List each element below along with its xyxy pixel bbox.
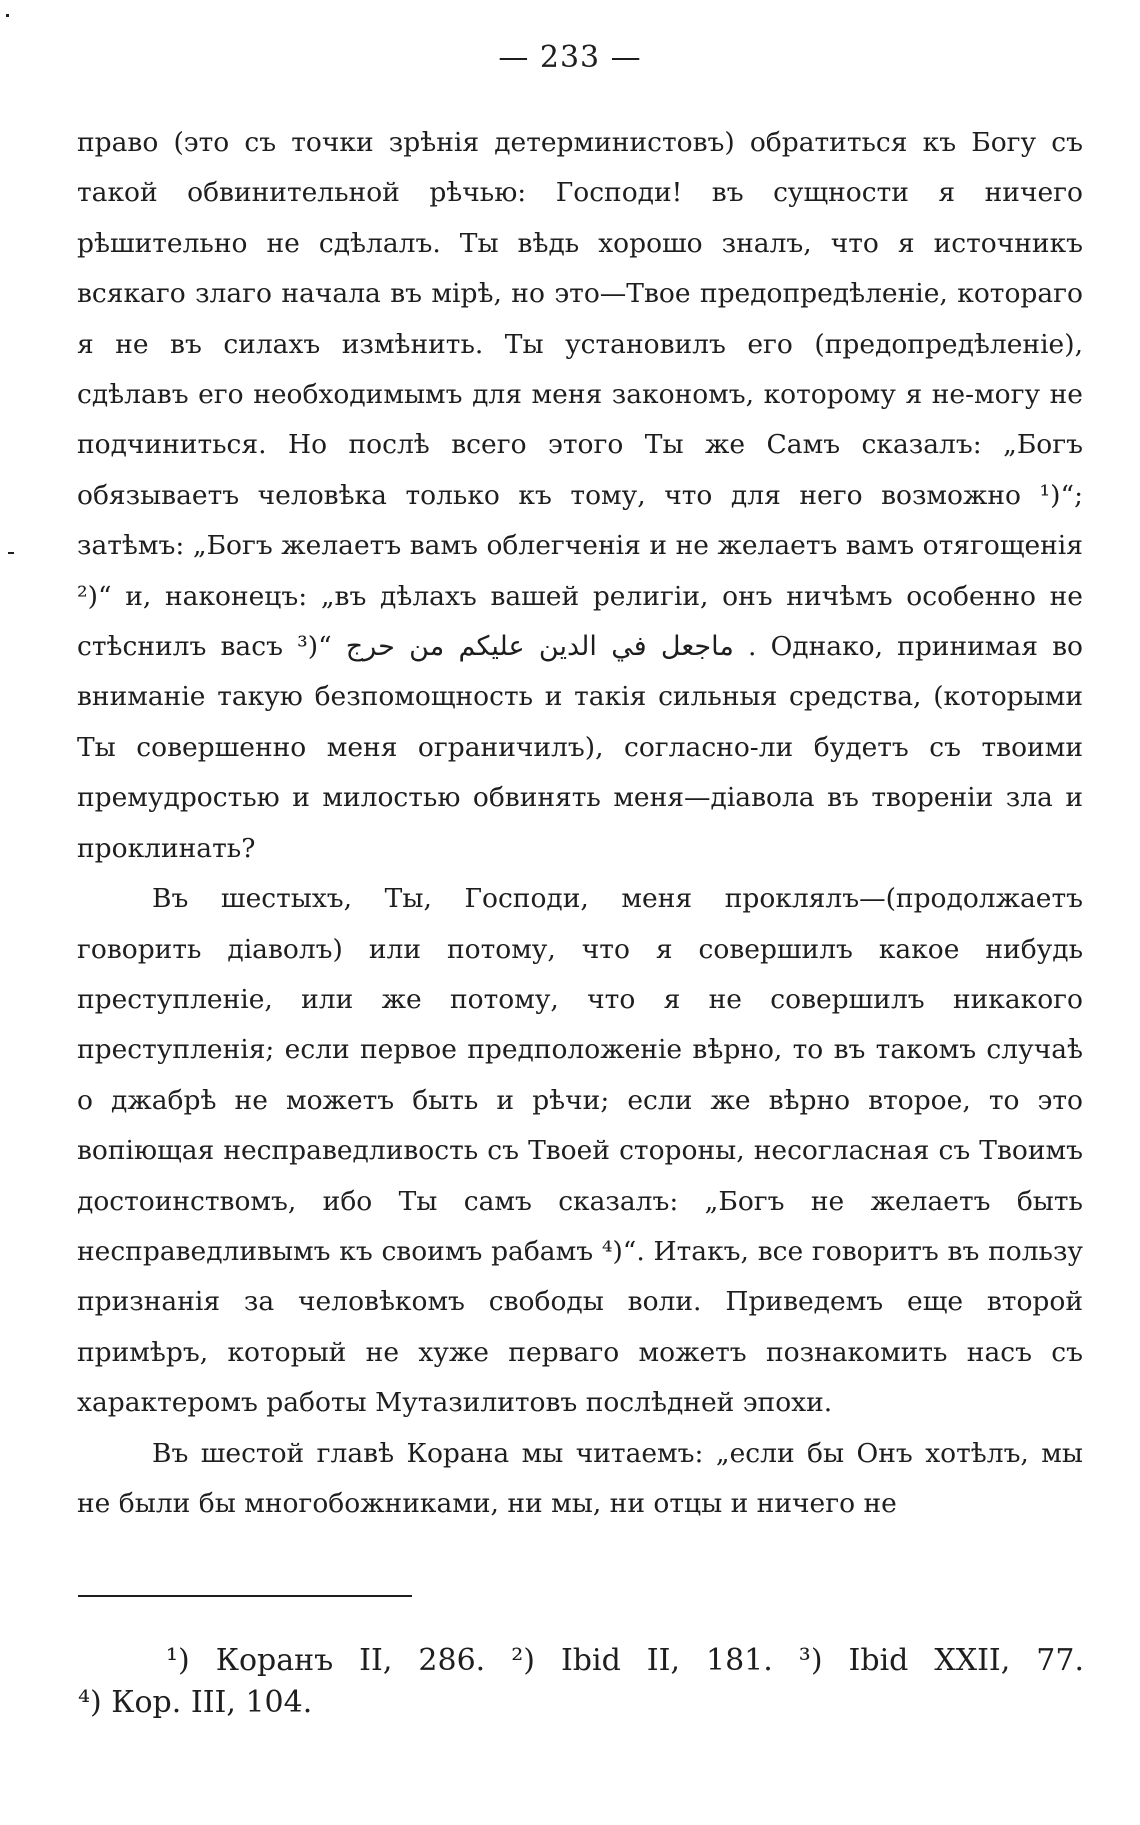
footnote-3 bbox=[799, 1643, 1084, 1678]
footnotes-line-1 bbox=[78, 1640, 1084, 1682]
paragraph-1-continuation: . Однако, принимая во вниманіе такую безпомощность и такія сильныя средства, (которыми Ты совершенно меня ограничилъ), согласно-ли будетъ съ твоими премудростью и милостью обвинять меня—діавола въ твореніи зла и проклинать? bbox=[77, 631, 1083, 864]
body-text bbox=[77, 118, 1083, 1529]
arabic-quote: ماجعل في الدين عليكم من حرج bbox=[345, 631, 734, 663]
footnote-4-mark: ⁴) bbox=[78, 1685, 102, 1720]
scan-speck bbox=[6, 14, 9, 17]
footnote-3-mark: ³) bbox=[798, 1643, 823, 1678]
footnote-2-text: Ibid II, 181. bbox=[560, 1643, 773, 1678]
footnotes bbox=[78, 1640, 1084, 1724]
paragraph-1-text: право (это съ точки зрѣнія детерминистовъ) обратиться къ Богу съ такой обвинительной рѣчью: Господи! въ сущности я ничего рѣшительно не сдѣлалъ. Ты вѣдь хорошо зналъ, что я источникъ всякаго злаго начала въ мірѣ, но это—Твое предопредѣленіе, котораго я не въ силахъ измѣнить. Ты установилъ его (предопредѣленіе), сдѣлавъ его необходимымъ для меня закономъ, которому я не-могу не подчиниться. Но послѣ всего этого Ты же Самъ сказалъ: „Богъ обязываетъ человѣка только къ тому, что для него возможно ¹)“; затѣмъ: „Богъ желаетъ вамъ облегченія и не желаетъ вамъ отягощенія ²)“ и, наконецъ: „въ дѣлахъ вашей религіи, онъ ничѣмъ особенно не стѣснилъ васъ ³)“ bbox=[77, 127, 1083, 663]
footnote-4-text: Кор. III, 104. bbox=[111, 1685, 313, 1720]
footnotes-line-2 bbox=[78, 1682, 1084, 1724]
footnote-1 bbox=[166, 1643, 485, 1678]
scan-speck bbox=[8, 552, 14, 554]
footnote-2-mark: ²) bbox=[511, 1643, 535, 1678]
paragraph-1 bbox=[77, 118, 1083, 874]
paragraph-2: Въ шестыхъ, Ты, Господи, меня проклялъ—(продолжаетъ говорить діаволъ) или потому, что я совершилъ какое нибудь преступленіе, или же потому, что я не совершилъ никакого преступленія; если первое предположеніе вѣрно, то въ такомъ случаѣ о джабрѣ не можетъ быть и рѣчи; если же вѣрно второе, то это вопіющая несправедливость съ Твоей стороны, несогласная съ Твоимъ достоинствомъ, ибо Ты самъ сказалъ: „Богъ не желаетъ быть несправедливымъ къ своимъ рабамъ ⁴)“. Итакъ, все говоритъ въ пользу признанія за человѣкомъ свободы воли. Приведемъ еще второй примѣръ, который не хуже перваго можетъ познакомить насъ съ характеромъ работы Мутазилитовъ послѣдней эпохи. bbox=[77, 883, 1083, 1419]
footnote-separator bbox=[78, 1595, 412, 1597]
footnote-3-text: Ibid XXII, 77. bbox=[848, 1643, 1085, 1678]
footnote-1-text: Коранъ II, 286. bbox=[215, 1643, 486, 1678]
page-number: — 233 — bbox=[498, 40, 642, 75]
footnote-1-mark: ¹) bbox=[166, 1643, 190, 1678]
footnote-2 bbox=[511, 1643, 773, 1678]
paragraph-3: Въ шестой главѣ Корана мы читаемъ: „если бы Онъ хотѣлъ, мы не были бы многобожниками, ни мы, ни отцы и ничего не bbox=[77, 1437, 1083, 1519]
footnote-4 bbox=[78, 1685, 312, 1720]
